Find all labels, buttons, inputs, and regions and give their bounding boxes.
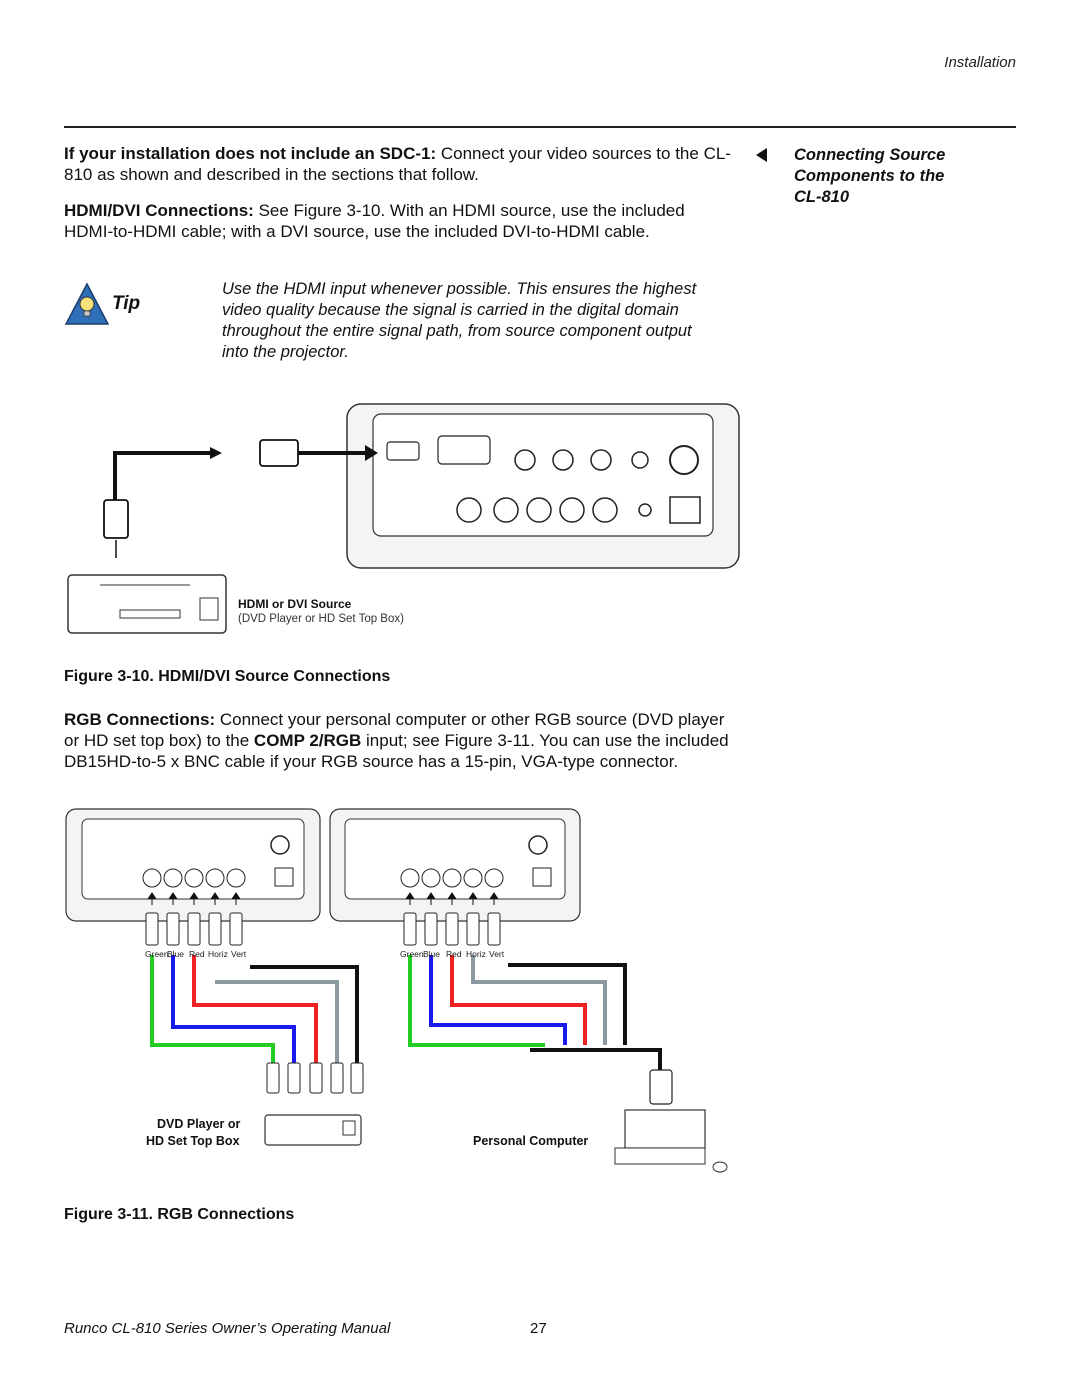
intro-paragraph-1 [64, 143, 734, 185]
figure-hdmi-diagram [60, 400, 750, 645]
hdmi-port [387, 442, 419, 460]
cable-label-green-left: Green [145, 949, 169, 959]
dvd-label-line-1: DVD Player or [157, 1117, 241, 1131]
running-header: Installation [944, 54, 1016, 71]
cable-label-green-right: Green [400, 949, 424, 959]
pc-label: Personal Computer [473, 1134, 589, 1148]
rgb-bold: RGB Connections: [64, 710, 216, 729]
cable-label-vert-left: Vert [231, 949, 247, 959]
personal-computer [625, 1110, 705, 1148]
hdmi-plug [260, 440, 298, 466]
cable-label-red-right: Red [446, 949, 462, 959]
tip-text: Use the HDMI input whenever possible. This ensures the highest video quality because the signal is carried in the digital domain throughout the entire signal path, from source component output into the projector. [222, 280, 697, 361]
rgb-text-1: Connect your personal computer or other RGB source (DVD player or HD set top box) to the [64, 710, 725, 750]
lightbulb-icon [64, 282, 110, 326]
footer-manual-title: Runco CL-810 Series Owner’s Operating Manual [64, 1320, 391, 1337]
cable-label-red-left: Red [189, 949, 205, 959]
arrow-left-icon [756, 148, 767, 162]
sidebar-heading-line-1: Connecting Source [794, 146, 946, 164]
rgb-bold-2: COMP 2/RGB [253, 731, 362, 750]
dvi-port [438, 436, 490, 464]
sidebar-heading-line-2: Components to the [794, 167, 945, 185]
sidebar-heading [760, 145, 945, 208]
tip-label: Tip [112, 293, 141, 314]
cable-label-vert-right: Vert [489, 949, 505, 959]
cable-label-horiz-left: Horiz [208, 949, 228, 959]
intro-paragraph-2 [64, 200, 734, 242]
header-rule [64, 126, 1016, 128]
intro-p1-text: Connect your video sources to the CL-810 as shown and described in the sections that follow. [64, 144, 731, 184]
intro-p2-bold: HDMI/DVI Connections: [64, 201, 254, 220]
rgb-paragraph [64, 709, 734, 772]
intro-p2-text: See Figure 3-10. With an HDMI source, use the included HDMI-to-HDMI cable; with a DVI source, use the included DVI-to-HDMI cable. [64, 201, 685, 241]
cable-label-blue-right: Blue [423, 949, 441, 959]
page-number: 27 [530, 1320, 547, 1337]
sidebar-heading-line-3: CL-810 [794, 188, 850, 206]
figure-3-10-caption: Figure 3-10. HDMI/DVI Source Connections [64, 668, 391, 685]
rgb-text-2: input; see Figure 3-11. You can use the included DB15HD-to-5 x BNC cable if your RGB source has a 15-pin, VGA-type connector. [64, 731, 729, 771]
cable-label-horiz-right: Horiz [466, 949, 486, 959]
figure-3-11-caption: Figure 3-11. RGB Connections [64, 1206, 295, 1223]
intro-p1-bold: If your installation does not include an SDC-1: [64, 144, 437, 163]
hdmi-source-sublabel: (DVD Player or HD Set Top Box) [238, 613, 404, 625]
cable-label-blue-left: Blue [167, 949, 185, 959]
hdmi-source-label: HDMI or DVI Source [238, 597, 352, 611]
dvd-label-line-2: HD Set Top Box [146, 1134, 240, 1148]
